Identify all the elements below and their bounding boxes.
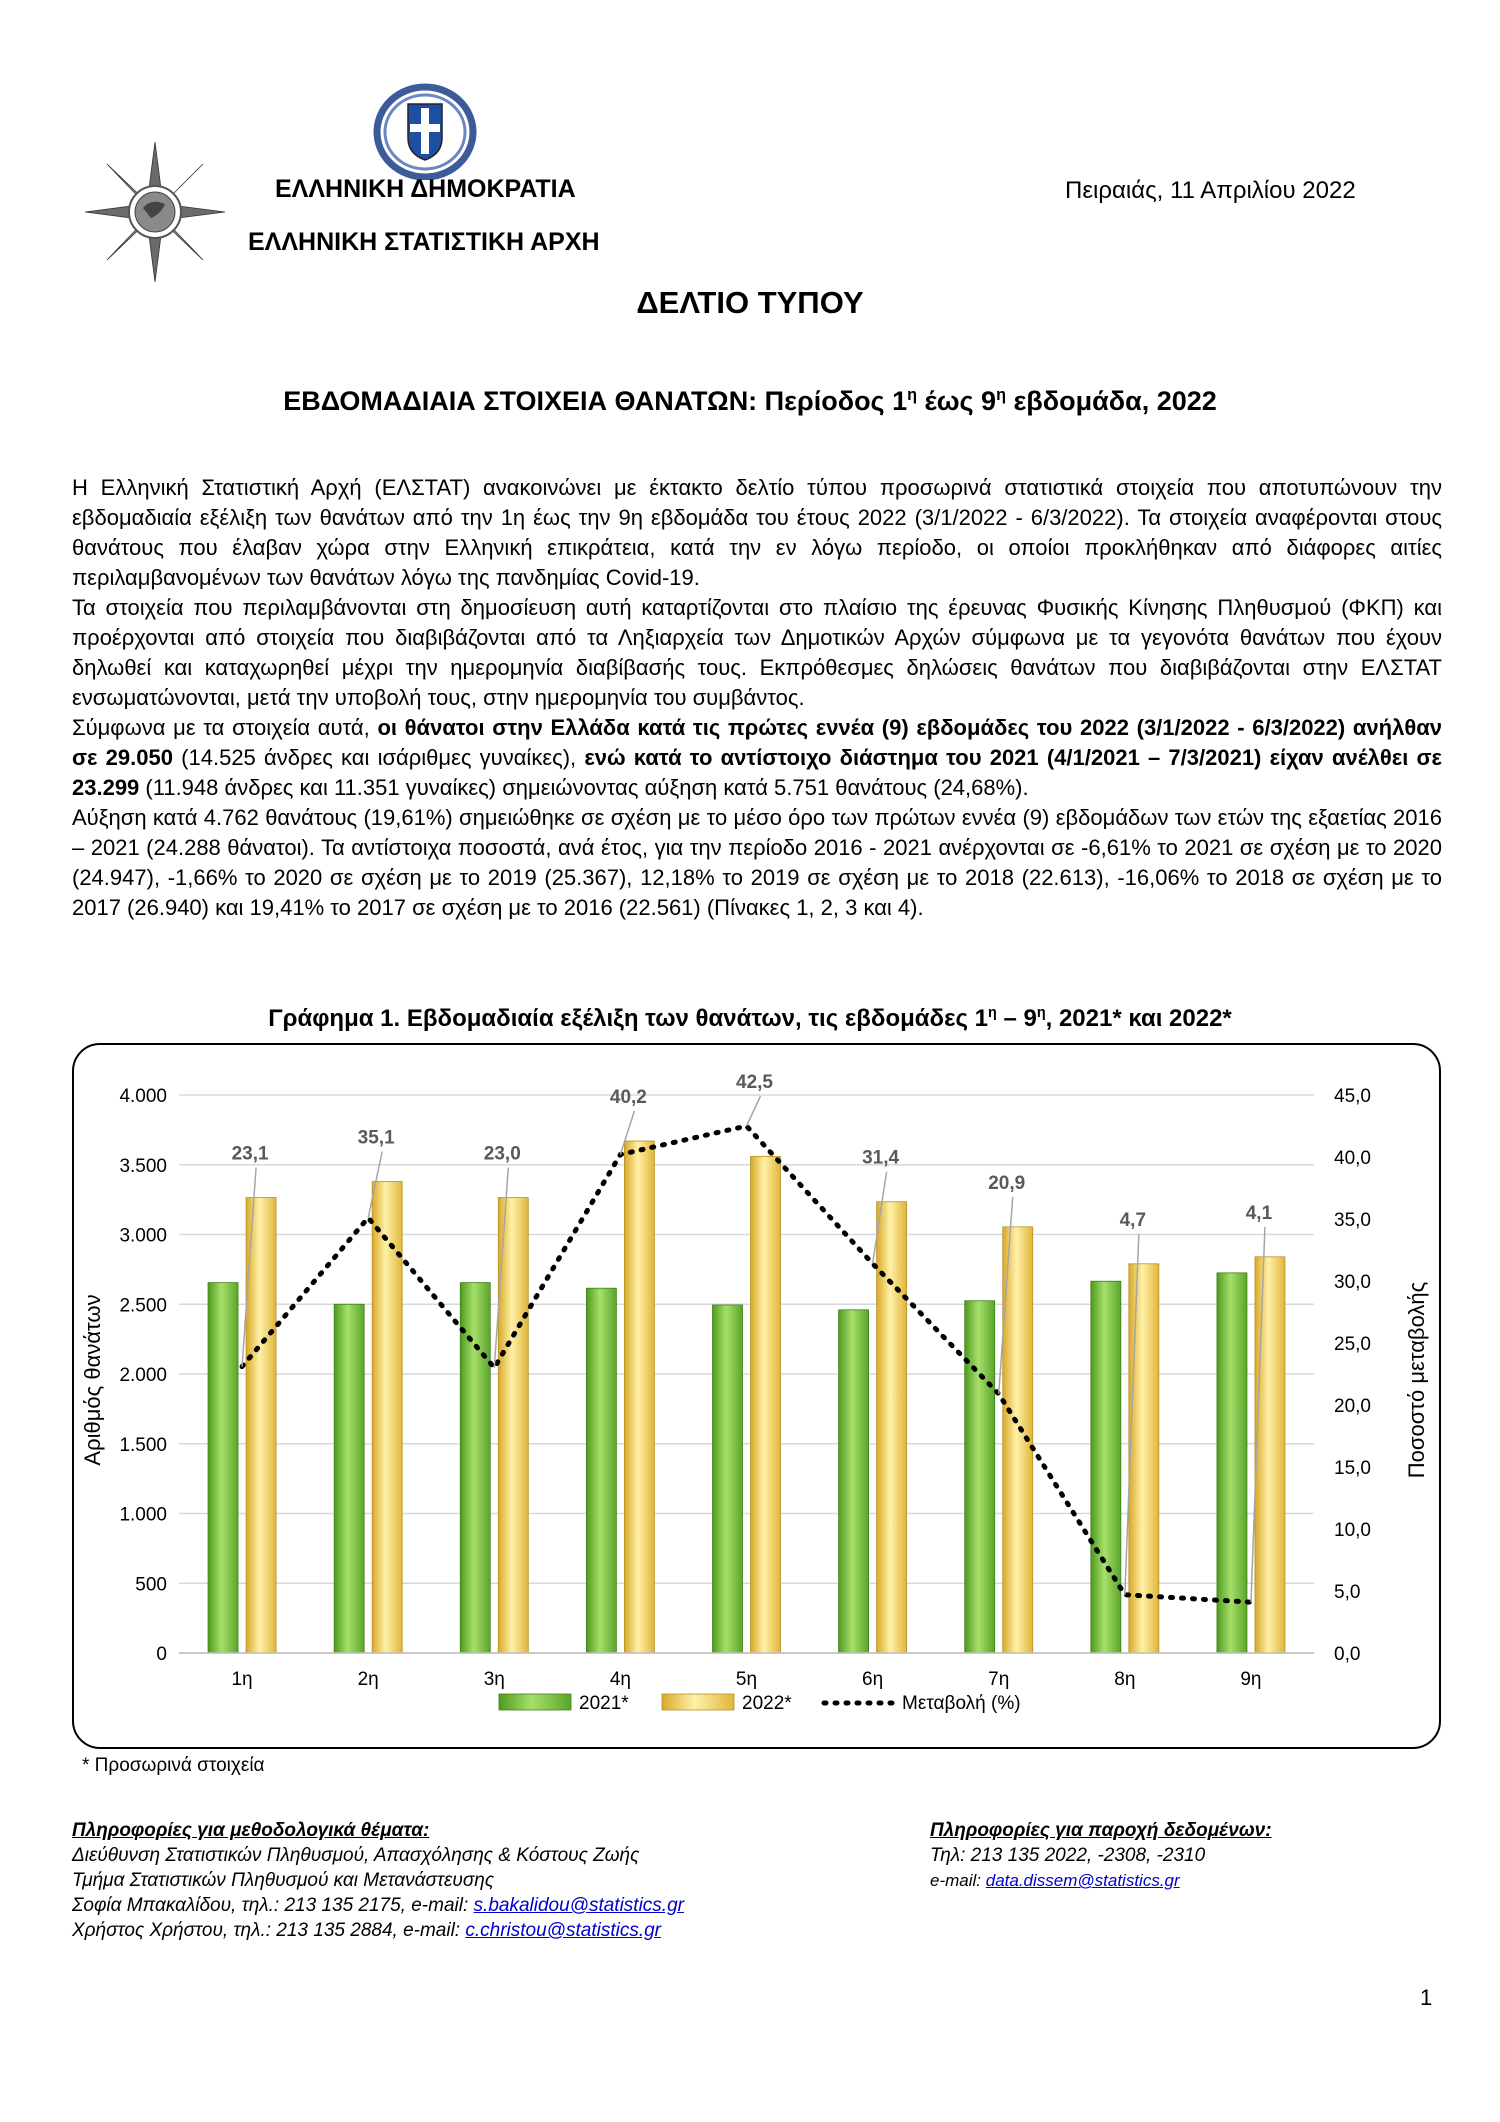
data-label: 35,1 bbox=[357, 1127, 395, 1149]
paragraph-2: Τα στοιχεία που περιλαμβάνονται στη δημοσίευση αυτή καταρτίζονται στο πλαίσιο της έρευνας Φυσικής Κίνησης Πληθυσμού (ΦΚΠ) και προέρχονται από στοιχεία που διαβιβάζονται από τα Ληξιαρχεία των Δημοτικών Αρχών σύμφωνα με τα γεγονότα θανάτων που έχουν δηλωθεί και καταχωρηθεί μέχρι την ημερομηνία διαβίβασής τους. Εκπρόθεσμες δηλώσεις θανάτων που διαβιβάζονται στην ΕΛΣΤΑΤ ενσωματώνονται, μετά την υποβολή τους, στην ημερομηνία του συμβάντος. bbox=[72, 595, 1442, 710]
data-label: 20,9 bbox=[988, 1172, 1026, 1194]
x-tick-label: 7η bbox=[988, 1669, 1010, 1690]
y-tick-label: 0 bbox=[156, 1644, 167, 1665]
chart-legend bbox=[499, 1693, 1021, 1714]
republic-heading: ΕΛΛΗΝΙΚΗ ΔΗΜΟΚΡΑΤΙΑ bbox=[275, 175, 576, 203]
paragraph-3: Σύμφωνα με τα στοιχεία αυτά, οι θάνατοι στην Ελλάδα κατά τις πρώτες εννέα (9) εβδομάδες του 2022 (3/1/2022 - 6/3/2022) ανήλθαν σε 29.050 (14.525 άνδρες και ισάριθμες γυναίκες), ενώ κατά το αντίστοιχο διάστημα του 2021 (4/1/2021 – 7/3/2021) είχαν ανέλθει σε 23.299 (11.948 άνδρες και 11.351 γυναίκες) σημειώνοντας αύξηση κατά 5.751 θανάτους (24,68%). bbox=[72, 715, 1442, 800]
bar-2022 bbox=[246, 1198, 276, 1653]
bar-2021 bbox=[208, 1283, 238, 1653]
email-link-christou[interactable]: c.christou@statistics.gr bbox=[465, 1920, 661, 1941]
provisional-note: * Προσωρινά στοιχεία bbox=[82, 1755, 265, 1776]
deaths-chart bbox=[74, 1045, 1439, 1747]
paragraph-1: Η Ελληνική Στατιστική Αρχή (ΕΛΣΤΑΤ) ανακοινώνει με έκτακτο δελτίο τύπου προσωρινά στατιστικά στοιχεία που αποτυπώνουν την εβδομαδιαία εξέλιξη των θανάτων από την 1η έως την 9η εβδομάδα του έτους 2022 (3/1/2022 - 6/3/2022). Τα στοιχεία αναφέρονται στους θανάτους που έλαβαν χώρα στην Ελληνική επικράτεια, κατά την εν λόγω περίοδο, οι οποίοι προκλήθηκαν από διάφορες αιτίες περιλαμβανομένων των θανάτων λόγω της πανδημίας Covid-19. bbox=[72, 475, 1442, 590]
y-tick-label: 3.500 bbox=[119, 1155, 167, 1177]
y2-tick-label: 20,0 bbox=[1334, 1396, 1371, 1417]
bar-2021 bbox=[586, 1288, 616, 1653]
bar-2021 bbox=[1091, 1281, 1121, 1653]
y-axis-title: Αριθμός θανάτων bbox=[80, 1294, 105, 1466]
bar-2022 bbox=[1255, 1257, 1285, 1653]
methodology-directorate: Διεύθυνση Στατιστικών Πληθυσμού, Απασχόλησης & Κόστους Ζωής bbox=[72, 1845, 640, 1866]
data-provision-phone: Τηλ: 213 135 2022, -2308, -2310 bbox=[930, 1845, 1206, 1866]
x-tick-label: 4η bbox=[609, 1669, 631, 1690]
email-link-dissem[interactable]: data.dissem@statistics.gr bbox=[985, 1871, 1180, 1890]
bar-2022 bbox=[751, 1156, 781, 1653]
x-tick-label: 5η bbox=[735, 1669, 758, 1690]
footer-data-provision bbox=[930, 1818, 1272, 1893]
legend-label-change: Μεταβολή (%) bbox=[902, 1693, 1021, 1714]
legend-label-2022: 2022* bbox=[742, 1693, 792, 1714]
greek-state-emblem bbox=[370, 80, 480, 180]
bar-2021 bbox=[839, 1310, 869, 1653]
y2-tick-label: 45,0 bbox=[1334, 1086, 1371, 1107]
x-tick-label: 3η bbox=[483, 1669, 505, 1690]
y-tick-label: 3.000 bbox=[119, 1225, 167, 1247]
bar-2021 bbox=[965, 1301, 995, 1653]
data-label: 31,4 bbox=[862, 1147, 900, 1169]
data-provision-email: e-mail: data.dissem@statistics.gr bbox=[930, 1871, 1180, 1890]
y2-tick-label: 30,0 bbox=[1334, 1272, 1371, 1293]
y2-tick-label: 35,0 bbox=[1334, 1210, 1371, 1231]
methodology-heading: Πληροφορίες για μεθοδολογικά θέματα: bbox=[72, 1820, 430, 1841]
x-tick-label: 2η bbox=[357, 1669, 379, 1690]
data-label: 42,5 bbox=[736, 1072, 773, 1093]
body-text bbox=[72, 473, 1442, 923]
data-label: 4,1 bbox=[1245, 1202, 1273, 1224]
contact-christou: Χρήστος Χρήστου, τηλ.: 213 135 2884, e-mail: c.christou@statistics.gr bbox=[72, 1920, 661, 1941]
data-label: 40,2 bbox=[609, 1087, 647, 1109]
x-tick-label: 6η bbox=[862, 1669, 884, 1690]
email-link-bakalidou[interactable]: s.bakalidou@statistics.gr bbox=[473, 1895, 684, 1916]
release-date: Πειραιάς, 11 Απριλίου 2022 bbox=[1065, 177, 1356, 204]
chart-frame bbox=[72, 1043, 1441, 1749]
y2-tick-label: 10,0 bbox=[1334, 1520, 1371, 1541]
page-title: ΕΒΔΟΜΑΔΙΑΙΑ ΣΤΟΙΧΕΙΑ ΘΑΝΑΤΩΝ: Περίοδος $1^\eta$ έως $9^\eta$ εβδομάδα, 2022 bbox=[283, 386, 1217, 416]
methodology-section: Τμήμα Στατιστικών Πληθυσμού και Μετανάστευσης bbox=[72, 1870, 495, 1891]
y-tick-label: 1.500 bbox=[119, 1434, 167, 1456]
bar-2022 bbox=[498, 1198, 528, 1653]
data-provision-heading: Πληροφορίες για παροχή δεδομένων: bbox=[930, 1820, 1272, 1841]
y-tick-label: 4.000 bbox=[119, 1086, 167, 1107]
bar-2022 bbox=[624, 1141, 654, 1653]
y2-tick-label: 0,0 bbox=[1334, 1644, 1361, 1665]
x-tick-label: 9η bbox=[1240, 1669, 1262, 1690]
data-label: 23,1 bbox=[231, 1143, 269, 1165]
y2-tick-label: 15,0 bbox=[1334, 1458, 1371, 1479]
y2-tick-label: 5,0 bbox=[1334, 1582, 1361, 1603]
y2-tick-label: 25,0 bbox=[1334, 1334, 1371, 1355]
legend-swatch-2021 bbox=[499, 1694, 571, 1710]
bar-2021 bbox=[460, 1283, 490, 1653]
bar-2022 bbox=[877, 1202, 907, 1653]
page-number: 1 bbox=[1420, 1985, 1433, 2010]
paragraph-4: Αύξηση κατά 4.762 θανάτους (19,61%) σημειώθηκε σε σχέση με το μέσο όρο των πρώτων εννέα (9) εβδομάδων των ετών της εξαετίας 2016 – 2021 (24.288 θάνατοι). Τα αντίστοιχα ποσοστά, ανά έτος, για την περίοδο 2016 - 2021 ανέρχονται σε -6,61% το 2021 σε σχέση με το 2020 (24.947), -1,66% το 2020 σε σχέση με το 2019 (25.367), 12,18% το 2019 σε σχέση με το 2018 (22.613), -16,06% το 2018 σε σχέση με το 2017 (26.940) και 19,41% το 2017 σε σχέση με το 2016 (22.561) (Πίνακες 1, 2, 3 και 4). bbox=[72, 805, 1442, 920]
data-label: 23,0 bbox=[483, 1143, 521, 1165]
x-tick-label: 1η bbox=[231, 1669, 253, 1690]
chart-caption: Γράφημα 1. Εβδομαδιαία εξέλιξη των θανάτων, τις εβδομάδες $1^\eta - 9^\eta$, 2021* και 2022* bbox=[268, 1005, 1232, 1032]
data-label-leader bbox=[747, 1096, 761, 1126]
y-tick-label: 2.500 bbox=[119, 1295, 167, 1317]
y-tick-label: 2.000 bbox=[119, 1365, 167, 1386]
bar-2021 bbox=[334, 1304, 364, 1653]
legend-label-2021: 2021* bbox=[579, 1693, 629, 1714]
authority-heading: ΕΛΛΗΝΙΚΗ ΣΤΑΤΙΣΤΙΚΗ ΑΡΧΗ bbox=[248, 228, 600, 256]
x-tick-label: 8η bbox=[1114, 1669, 1136, 1690]
legend-swatch-2022 bbox=[662, 1694, 734, 1710]
y2-axis-title: Ποσοστό μεταβολής bbox=[1404, 1281, 1429, 1479]
bar-2021 bbox=[1217, 1273, 1247, 1653]
footer-methodology bbox=[72, 1818, 684, 1943]
document-type: ΔΕΛΤΙΟ ΤΥΠΟΥ bbox=[636, 285, 864, 320]
y2-tick-label: 40,0 bbox=[1334, 1148, 1371, 1169]
contact-bakalidou: Σοφία Μπακαλίδου, τηλ.: 213 135 2175, e-mail: s.bakalidou@statistics.gr bbox=[72, 1895, 684, 1916]
data-label: 4,7 bbox=[1119, 1209, 1147, 1231]
elstat-compass-logo bbox=[85, 142, 225, 282]
bar-2021 bbox=[713, 1305, 743, 1653]
y-tick-label: 500 bbox=[135, 1574, 167, 1596]
bar-2022 bbox=[1129, 1264, 1159, 1653]
y-tick-label: 1.000 bbox=[119, 1504, 167, 1526]
